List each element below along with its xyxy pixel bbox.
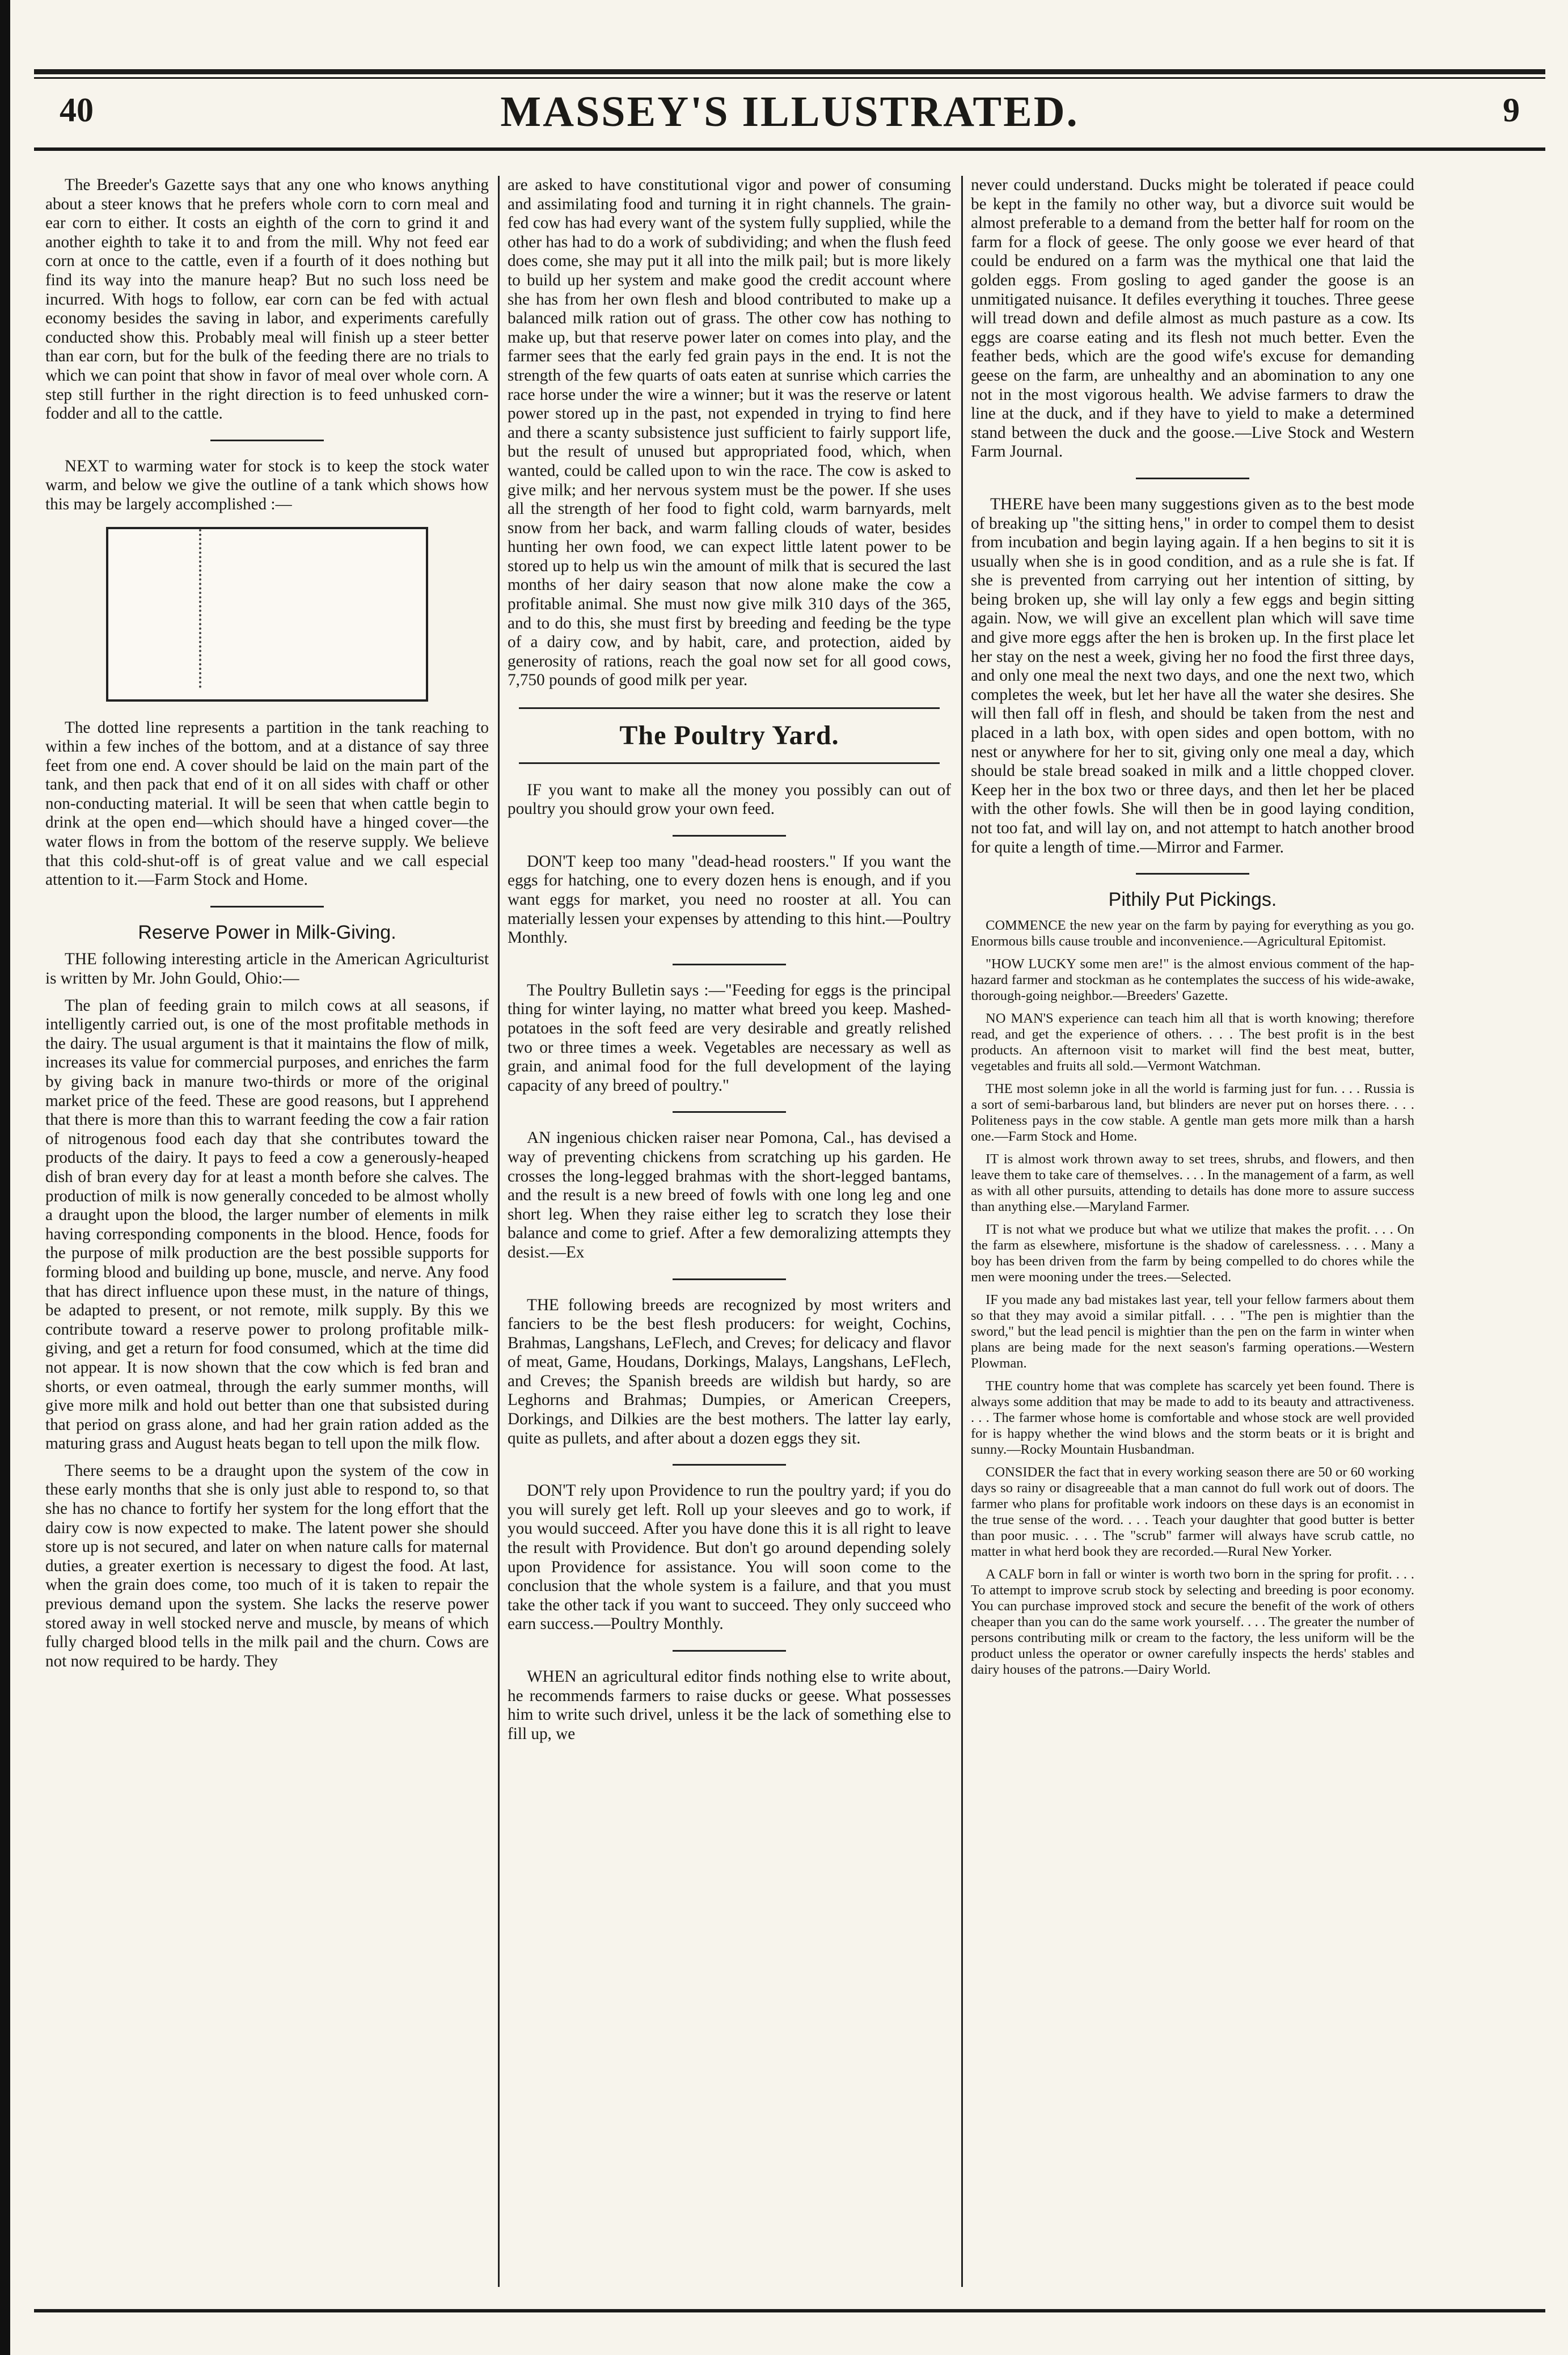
short-item: CONSIDER the fact that in every working season there are 50 or 60 working days so rainy or disagreeable that a man cannot do full work out of doors. The farmer who plans for profitable work indoors on these days is an economist in the true sense of the word. . . . Teach your daughter that good butter is better than poor music. . . . The "scrub" farmer will always have scrub cattle, no matter in what herd book they are recorded.—Rural New Yorker. bbox=[971, 1464, 1414, 1559]
article-paragraph: are asked to have constitutional vigor and power of consuming and assimilating food and turning it in right channels. The grain-fed cow has had every want of the system fully supplied, while the other has had to do a work of subdividing; and when the flush feed does come, she may put it all into the milk pail; but is more likely to build up her system and make good the credit account where she has from her own flesh and blood contributed to make up a balanced milk ration out of grass. The other cow has nothing to make up, but that reserve power later on comes into play, and the farmer sees that the early fed grain pays in the end. It is not the strength of the few quarts of oats eaten at sunrise which carries the race horse under the wire a winner; but it was the reserve or latent power stored up in the past, not expended in trying to find here and there a scanty subsistence just sufficient to fairly support life, but the result of unused but appropriated food, which, when wanted, could be called upon to win the race. The cow is asked to give milk; and her nervous system must be the power. If she uses all the strength of her food to fight cold, warm barnyards, melt snow from her back, and warm falling clouds of water, besides hunting her own food, we can expect little latent power to be stored up to help us win the amount of milk that is secured the last months of her dairy season that now alone make the cow a profitable animal. She must now give milk 310 days of the 365, and to do this, she must first by breeding and feeding be the type of a dairy cow, and by habit, care, and protection, aided by generosity of rations, reach the goal now set for all good cows, 7,750 pounds of good milk per year. bbox=[508, 176, 951, 690]
header-rule bbox=[34, 69, 1545, 74]
section-separator bbox=[519, 707, 940, 709]
section-heading: Pithily Put Pickings. bbox=[1108, 889, 1277, 911]
tank-diagram bbox=[106, 527, 428, 702]
section-heading: The Poultry Yard. bbox=[619, 720, 839, 751]
masthead-title: MASSEY'S ILLUSTRATED. bbox=[500, 88, 1079, 136]
short-item: IT is almost work thrown away to set trees, shrubs, and flowers, and then leave them to take care of themselves. . . . In the management of a farm, as well as with all other pursuits, attending to details has done more to assure success than anything else.—Maryland Farmer. bbox=[971, 1151, 1414, 1214]
article-paragraph: NEXT to warming water for stock is to keep the stock water warm, and below we give the outline of a tank which shows how this may be largely accomplished :— bbox=[45, 457, 489, 513]
header-rule-thin bbox=[34, 77, 1545, 79]
page-number-left: 40 bbox=[60, 91, 94, 129]
page-edge bbox=[0, 0, 10, 2355]
section-separator bbox=[673, 1111, 786, 1113]
section-separator bbox=[673, 1464, 786, 1466]
article-paragraph: DON'T keep too many "dead-head roosters." If you want the eggs for hatching, one to every dozen hens is enough, and if you want eggs for market, you need no rooster at all. You can materially lessen your expenses by attending to this hint.—Poultry Monthly. bbox=[508, 852, 951, 947]
article-paragraph: The dotted line represents a partition in the tank reaching to within a few inches of the bottom, and at a distance of say three feet from one end. A cover should be laid on the main part of the tank, and then pack that end of it on all sides with chaff or other non-conducting material. It will be seen that when cattle begin to drink at the open end—which should have a hinged cover—the water flows in from the bottom of the reserve supply. We believe that this cold-shut-off is of great value and we call especial attention to it.—Farm Stock and Home. bbox=[45, 718, 489, 889]
article-paragraph: The Poultry Bulletin says :—"Feeding for eggs is the principal thing for winter laying, no matter what breed you keep. Mashed-potatoes in the soft feed are very desirable and greatly relished two or three times a week. Vegetables are necessary as well as grain, and animal food for the full development of the laying capacity of any breed of poultry." bbox=[508, 981, 951, 1095]
article-paragraph: The plan of feeding grain to milch cows at all seasons, if intelligently carried out, is one of the most profitable methods in the dairy. The usual argument is that it maintains the flow of milk, increases its value for commercial purposes, and enriches the farm by giving back in manure two-thirds or more of the original market price of the feed. These are good reasons, but I apprehend that there is more than this to warrant feeding the cow a fair ration of nitrogenous food each day that she contributes toward the products of the dairy. It pays to feed a cow a generously-heaped dish of bran every day for at least a month before she calves. The production of milk is now generally conceded to be almost wholly a draught upon the blood, the larger number of elements in milk having corresponding components in the blood. Hence, foods for the purpose of milk production are the best possible supports for forming blood and building up bone, muscle, and nerve. Any food that has direct influence upon these must, in the nature of things, be adapted to present, or not remote, milk supply. By this we contribute toward a reserve power to prolong profitable milk-giving, and get a return for food consumed, which at the time did not appear. It is now shown that the cow which is fed bran and shorts, or even oatmeal, through the early summer months, will give more milk and hold out better than one that subsisted during that period on grass alone, and had her grain ration added as the maturing grass and August heats began to tell upon the milk flow. bbox=[45, 996, 489, 1453]
article-paragraph: THE following interesting article in the American Agriculturist is written by Mr. John Gould, Ohio:— bbox=[45, 950, 489, 988]
header-bottom-rule bbox=[34, 147, 1545, 151]
column-divider bbox=[498, 176, 500, 2287]
tank-partition-dotted-line bbox=[199, 529, 201, 688]
page-number-right: 9 bbox=[1503, 91, 1520, 129]
short-item: IT is not what we produce but what we utilize that makes the profit. . . . On the farm as elsewhere, misfortune is the shadow of carelessness. . . . Many a boy has been driven from the farm by being compelled to do chores while the men were mooning under the trees.—Selected. bbox=[971, 1221, 1414, 1285]
section-separator bbox=[673, 964, 786, 965]
article-paragraph: THERE have been many suggestions given as to the best mode of breaking up "the sitting hens," in order to compel them to desist from incubation and begin laying again. If a hen begins to sit it is usually when she is in good condition, and as a rule she is fat. If she is prevented from carrying out her intention of sitting, by being broken up, she will lay only a few eggs and begin sitting again. Now, we will give an excellent plan which will save time and give more eggs after the hen is broken up. In the first place let her stay on the nest a week, giving her no food the first three days, and only one meal the next two days, and one the next two, which completes the week, but let her have all the water she desires. She will then fall off in flesh, and should be taken from the nest and placed in a lath box, with open sides and open bottom, with no nest or anywhere for her to sit, giving only one meal a day, which should be stale bread soaked in milk and a little chopped clover. Keep her in the box two or three days, and then let her be placed with the other fowls. She will then be in good laying condition, not too fat, and will lay on, and not attempt to hatch another brood for quite a length of time.—Mirror and Farmer. bbox=[971, 495, 1414, 856]
short-item: THE most solemn joke in all the world is farming just for fun. . . . Russia is a sort of semi-barbarous land, but blinders are never put on horses there. . . . Politeness pays in the cow stable. A gentle man gets more milk than a harsh one.—Farm Stock and Home. bbox=[971, 1081, 1414, 1144]
section-separator bbox=[1136, 873, 1249, 875]
article-paragraph: DON'T rely upon Providence to run the poultry yard; if you do you will surely get left. Roll up your sleeves and go to work, if you would succeed. After you have done this it is all right to leave the result with Providence. But don't go around depending solely upon Providence for assistance. You will soon come to the conclusion that the whole system is a failure, and that you must take the other tack if you want to succeed. They only succeed who earn success.—Poultry Monthly. bbox=[508, 1482, 951, 1634]
article-paragraph: THE following breeds are recognized by most writers and fanciers to be the best flesh producers: for weight, Cochins, Brahmas, Langshans, LeFlech, and Creves; for delicacy and flavor of meat, Game, Houdans, Dorkings, Malays, Langshans, LeFlech, and Creves; the Spanish breeds are wildish but hardy, so are Leghorns and Brahmas; Dumpies, or American Creepers, Dorkings, and Dilkies are the best mothers. The latter lay early, quite as pullets, and after about a dozen eggs they sit. bbox=[508, 1295, 951, 1447]
short-item: THE country home that was complete has scarcely yet been found. There is always some addition that may be made to add to its beauty and attractiveness. . . . The farmer whose home is comfortable and whose stock are well provided for is happy whether the wind blows and the storm beats or it is bright and sunny.—Rocky Mountain Husbandman. bbox=[971, 1378, 1414, 1457]
section-separator bbox=[210, 906, 324, 908]
short-item: NO MAN'S experience can teach him all that is worth knowing; therefore read, and get the experience of others. . . . The best profit is in the best products. An afternoon visit to market will find the best meat, butter, vegetables and fruits all sold.—Vermont Watchman. bbox=[971, 1010, 1414, 1074]
short-item: "HOW LUCKY some men are!" is the almost envious comment of the hap-hazard farmer and stockman as he contemplates the success of his wide-awake, thorough-going neighbor.—Breeders' Gazette. bbox=[971, 956, 1414, 1003]
short-item: COMMENCE the new year on the farm by paying for everything as you go. Enormous bills cause trouble and inconvenience.—Agricultural Epitomist. bbox=[971, 917, 1414, 949]
column-2 bbox=[508, 176, 951, 2287]
column-1 bbox=[45, 176, 489, 2287]
column-3 bbox=[971, 176, 1414, 2287]
article-paragraph: never could understand. Ducks might be tolerated if peace could be kept in the family no other way, but a divorce suit would be almost preferable to a demand from the better half for room on the farm for a flock of geese. The only goose we ever heard of that could be endured on a farm was the mythical one that laid the golden eggs. From gosling to aged gander the goose is an unmitigated nuisance. It defiles everything it touches. Three geese will tread down and defile almost as much pasture as a cow. Its eggs are coarse eating and its flesh not much better. Even the feather beds, which are the good wife's excuse for demanding geese on the farm, are unhealthy and an abomination to any one not in the most vigorous health. We advise farmers to draw the line at the duck, and if they have to yield to make a determined stand between the duck and the goose.—Live Stock and Western Farm Journal. bbox=[971, 176, 1414, 461]
short-item: IF you made any bad mistakes last year, tell your fellow farmers about them so that they may avoid a similar pitfall. . . . "The pen is mightier than the sword," but the lead pencil is mightier than the pen on the farm in winter when plans are being made for the next season's farming operations.—Western Plowman. bbox=[971, 1292, 1414, 1371]
section-separator bbox=[673, 835, 786, 837]
article-paragraph: WHEN an agricultural editor finds nothing else to write about, he recommends farmers to raise ducks or geese. What possesses him to write such drivel, unless it be the lack of something else to fill up, we bbox=[508, 1668, 951, 1743]
column-divider bbox=[961, 176, 963, 2287]
section-separator bbox=[673, 1650, 786, 1652]
article-paragraph: There seems to be a draught upon the system of the cow in these early months that she is only just able to respond to, so that she has no chance to fortify her system for the long effort that the dairy cow is now expected to make. The latent power she should store up is not secured, and later on when nature calls for maternal duties, a greater exertion is necessary to digest the food. At last, when the grain does come, too much of it is taken to repair the previous demand upon the system. She lacks the reserve power stored away in well stocked nerve and muscle, by means of which fully charged blood tells in the milk pail and the churn. Cows are not now required to be hardy. They bbox=[45, 1461, 489, 1670]
page-header bbox=[34, 34, 1545, 153]
section-heading: Reserve Power in Milk-Giving. bbox=[138, 921, 396, 943]
article-paragraph: IF you want to make all the money you possibly can out of poultry you should grow your own feed. bbox=[508, 780, 951, 818]
section-separator bbox=[519, 762, 940, 764]
short-item: A CALF born in fall or winter is worth two born in the spring for profit. . . . To attempt to improve scrub stock by selecting and breeding is poor economy. You can purchase improved stock and secure the benefit of the work of others cheaper than you can do the same work yourself. . . . The greater the number of persons contributing milk or cream to the factory, the less uniform will be the product unless the operator or owner carefully inspects the herds' stables and dairy houses of the patrons.—Dairy World. bbox=[971, 1566, 1414, 1677]
section-separator bbox=[210, 440, 324, 441]
section-separator bbox=[1136, 478, 1249, 479]
footer-rule bbox=[34, 2309, 1545, 2312]
section-separator bbox=[673, 1278, 786, 1280]
article-paragraph: The Breeder's Gazette says that any one who knows anything about a steer knows that he prefers whole corn to corn meal and ear corn to either. It costs an eighth of the corn to grind it and another eighth to take it to and from the mill. Why not feed ear corn at once to the cattle, even if a fourth of it does nothing but find its way into the manure heap? But no such loss need be incurred. With hogs to follow, ear corn can be fed with actual economy besides the saving in labor, and experiments carefully conducted show this. Probably meal will finish up a steer better than ear corn, but for the bulk of the feeding there are no trials to which we can point that show in favor of meal over whole corn. A step still further in the right direction is to feed unhusked corn-fodder and all to the cattle. bbox=[45, 176, 489, 423]
article-paragraph: AN ingenious chicken raiser near Pomona, Cal., has devised a way of preventing chickens from scratching up his garden. He crosses the long-legged brahmas with the short-legged bantams, and the result is a new breed of fowls with one long leg and one short leg. When they raise either leg to scratch they lose their balance and come to grief. After a few demoralizing attempts they desist.—Ex bbox=[508, 1129, 951, 1261]
